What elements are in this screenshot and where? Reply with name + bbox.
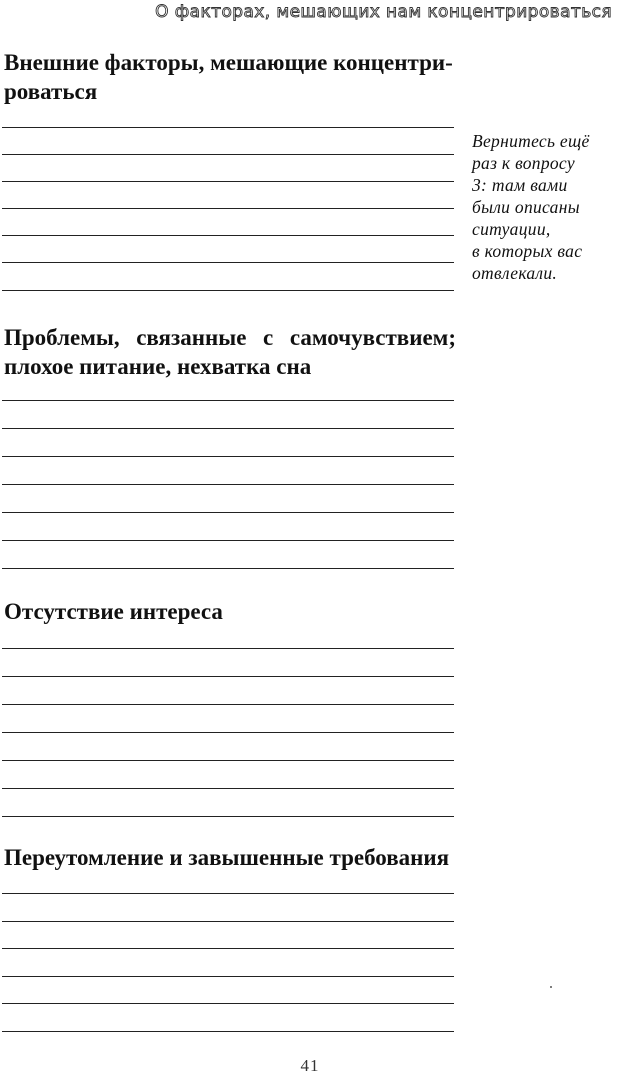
page-number: 41 (300, 1056, 320, 1075)
answer-line[interactable] (2, 816, 454, 817)
answer-line[interactable] (2, 976, 454, 977)
answer-line[interactable] (2, 154, 454, 155)
answer-line[interactable] (2, 127, 454, 128)
answer-line[interactable] (2, 428, 454, 429)
answer-line[interactable] (2, 540, 454, 541)
answer-line[interactable] (2, 1003, 454, 1004)
answer-line[interactable] (2, 235, 454, 236)
answer-line[interactable] (2, 676, 454, 677)
answer-line[interactable] (2, 788, 454, 789)
section-heading-external-factors: Внешние факторы, мешающие концентри- роваться (4, 50, 453, 104)
answer-line[interactable] (2, 704, 454, 705)
print-speck (550, 986, 552, 988)
answer-line[interactable] (2, 760, 454, 761)
answer-line[interactable] (2, 1031, 454, 1032)
answer-line[interactable] (2, 948, 454, 949)
answer-line[interactable] (2, 732, 454, 733)
answer-line[interactable] (2, 208, 454, 209)
side-note: Вернитесь ещё раз к вопросу 3: там вами были описаны ситуации, в которых вас отвлекали. (472, 131, 590, 283)
answer-line[interactable] (2, 400, 454, 401)
section-heading-wellbeing: Проблемы, связанные с самочувствием; плохое питание, нехватка сна (4, 325, 456, 379)
answer-line[interactable] (2, 921, 454, 922)
answer-line[interactable] (2, 893, 454, 894)
answer-line[interactable] (2, 262, 454, 263)
answer-line[interactable] (2, 456, 454, 457)
running-head: О факторах, мешающих нам концентрироваться (155, 2, 612, 22)
section-heading-lack-of-interest: Отсутствие интереса (4, 599, 223, 624)
answer-line[interactable] (2, 181, 454, 182)
answer-line[interactable] (2, 568, 454, 569)
answer-line[interactable] (2, 484, 454, 485)
section-heading-fatigue: Переутомление и завышенные требования (4, 845, 450, 870)
answer-line[interactable] (2, 648, 454, 649)
answer-line[interactable] (2, 512, 454, 513)
answer-line[interactable] (2, 290, 454, 291)
